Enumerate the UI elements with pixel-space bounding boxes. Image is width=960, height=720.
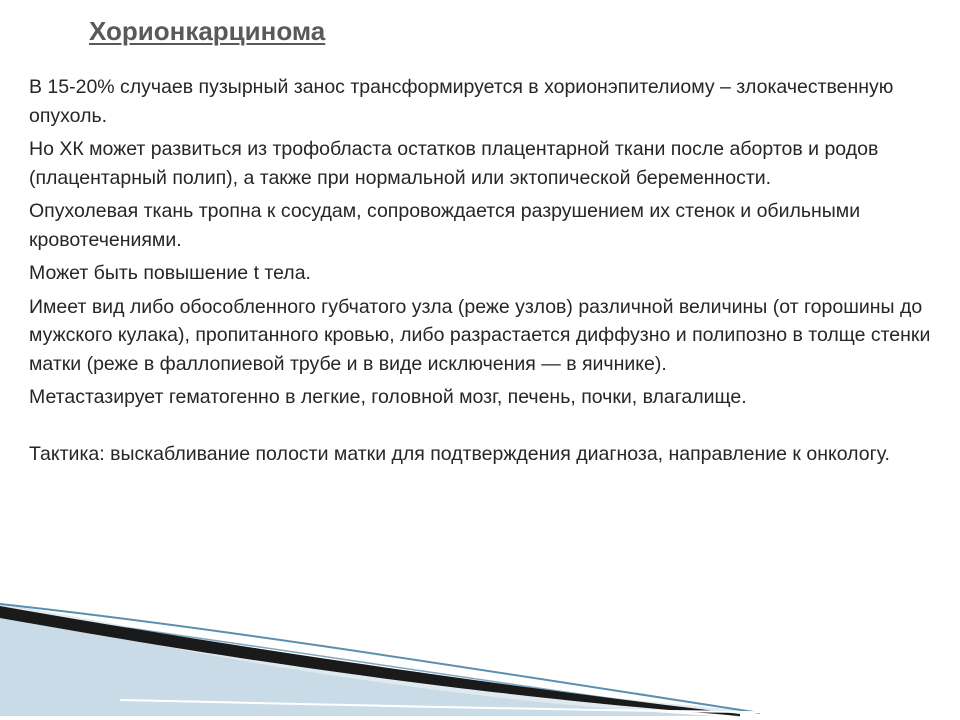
paragraph-origin: Но ХК может развиться из трофобласта остатков плацентарной ткани после абортов и родов (плацентарный полип), а также при нормальной или эктопической беременности. [29, 138, 879, 189]
paragraph-appearance: Имеет вид либо обособленного губчатого узла (реже узлов) различной величины (от горошины до мужского кулака), пропитанного кровью, либо разрастается диффузно и полипозно в толще стенки матки (реже в фаллопиевой трубе и в виде исключения — в яичнике). [29, 295, 931, 375]
paragraph-transformation: В 15-20% случаев пузырный занос трансформируется в хорионэпителиому – злокачественную опухоль. [29, 76, 894, 127]
paragraph-vessels: Опухолевая ткань тропна к сосудам, сопровождается разрушением их стенок и обильными кровотечениями. [29, 200, 861, 251]
paragraph-temperature: Может быть повышение t тела. [29, 262, 311, 284]
paragraph-metastasis: Метастазирует гематогенно в легкие, головной мозг, печень, почки, влагалище. [29, 386, 747, 408]
slide-title: Хорионкарцинома [89, 16, 326, 46]
paragraph-tactics: Тактика: выскабливание полости матки для подтверждения диагноза, направление к онкологу. [29, 442, 890, 465]
slide-body [29, 73, 934, 473]
